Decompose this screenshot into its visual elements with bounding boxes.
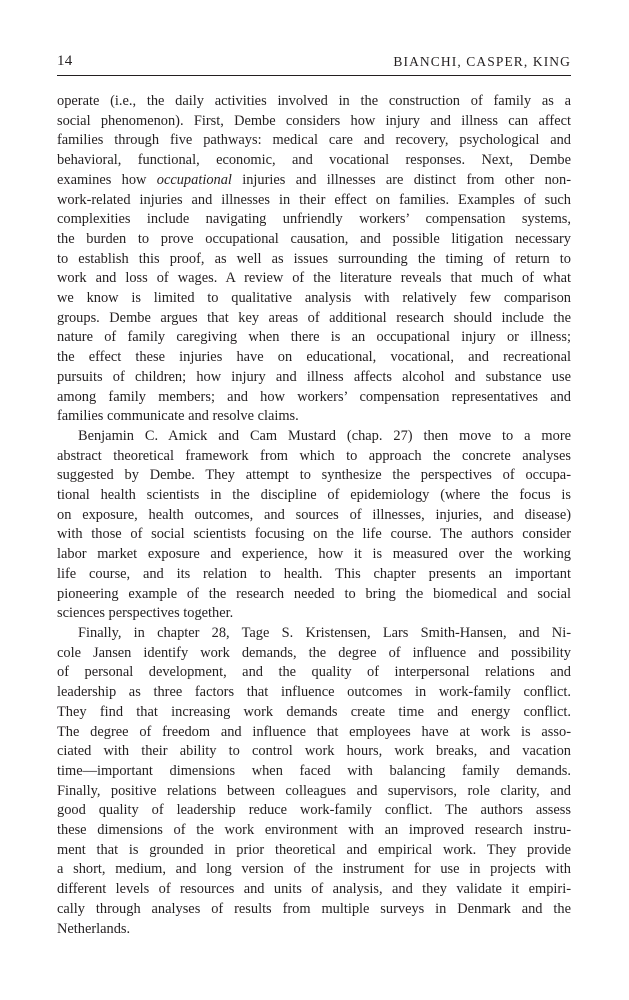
text-line: sciences perspectives together. bbox=[57, 605, 234, 622]
text-run: injuries and illnesses are distinct from other non- bbox=[231, 171, 571, 188]
emphasized-text: occupational bbox=[156, 171, 232, 188]
text-line: different levels of resources and units of analysis, and they validate it empiri- bbox=[57, 881, 571, 898]
text-line: families communicate and resolve claims. bbox=[57, 408, 299, 425]
text-line: with those of social scientists focusing on the life course. The authors consider bbox=[57, 526, 571, 543]
text-line: operate (i.e., the daily activities involved in the construction of family as a bbox=[57, 93, 571, 109]
text-line: cally through analyses of results from multiple surveys in Denmark and the bbox=[57, 900, 571, 917]
text-run: examines how bbox=[57, 171, 157, 188]
text-line: pursuits of children; how injury and illness affects alcohol and substance use bbox=[57, 368, 571, 385]
paragraph bbox=[57, 624, 571, 939]
text-line: Finally, in chapter 28, Tage S. Kristensen, Lars Smith-Hansen, and Ni- bbox=[78, 624, 571, 641]
paragraph bbox=[57, 427, 571, 624]
text-line: work-related injuries and illnesses in their effect on families. Examples of such bbox=[57, 191, 571, 208]
text-line: time—important dimensions when faced with balancing family demands. bbox=[57, 762, 571, 779]
text-line: the effect these injuries have on educational, vocational, and recreational bbox=[57, 349, 571, 366]
text-line: They find that increasing work demands create time and energy conflict. bbox=[57, 703, 571, 720]
text-line: life course, and its relation to health. This chapter presents an important bbox=[57, 565, 571, 582]
text-line: behavioral, functional, economic, and vocational responses. Next, Dembe bbox=[57, 152, 571, 169]
text-line: nature of family caregiving when there is an occupational injury or illness; bbox=[57, 329, 571, 346]
text-line: complexities include navigating unfriendly workers’ compensation systems, bbox=[57, 211, 571, 228]
text-line: The degree of freedom and influence that employees have at work is asso- bbox=[57, 723, 571, 740]
text-line: ment that is grounded in prior theoretical and empirical work. They provide bbox=[57, 841, 571, 858]
text-line: Finally, positive relations between colleagues and supervisors, role clarity, and bbox=[57, 782, 571, 799]
text-line: of personal development, and the quality of interpersonal relations and bbox=[57, 664, 571, 681]
running-head-authors: BIANCHI, CASPER, KING bbox=[393, 54, 571, 69]
text-line: tional health scientists in the discipline of epidemiology (where the focus is bbox=[57, 487, 571, 504]
text-line: Benjamin C. Amick and Cam Mustard (chap. 27) then move to a more bbox=[78, 427, 571, 444]
text-line: we know is limited to qualitative analysis with relatively few comparison bbox=[57, 290, 571, 307]
text-line: good quality of leadership reduce work-family conflict. The authors assess bbox=[57, 802, 571, 819]
text-line: these dimensions of the work environment with an improved research instru- bbox=[57, 822, 571, 839]
text-line: cole Jansen identify work demands, the degree of influence and possibility bbox=[57, 644, 571, 661]
text-line: ciated with their ability to control work hours, work breaks, and vacation bbox=[57, 743, 571, 760]
body-text bbox=[57, 92, 571, 939]
page-number: 14 bbox=[57, 53, 73, 69]
text-line: among family members; and how workers’ compensation representatives and bbox=[57, 388, 571, 405]
text-line: pioneering example of the research needed to bring the biomedical and social bbox=[57, 585, 571, 602]
paragraph bbox=[57, 92, 571, 427]
text-line: suggested by Dembe. They attempt to synthesize the perspectives of occupa- bbox=[57, 467, 571, 484]
text-line: work and loss of wages. A review of the literature reveals that much of what bbox=[57, 270, 571, 287]
text-line: a short, medium, and long version of the instrument for use in projects with bbox=[57, 861, 571, 878]
text-line: groups. Dembe argues that key areas of additional research should include the bbox=[57, 309, 571, 326]
running-header bbox=[57, 53, 571, 76]
text-line: leadership as three factors that influence outcomes in work-family conflict. bbox=[57, 684, 571, 701]
text-line: abstract theoretical framework from which to approach the concrete analyses bbox=[57, 447, 571, 464]
text-line: to establish this proof, as well as issues surrounding the timing of return to bbox=[57, 250, 571, 267]
text-line: Netherlands. bbox=[57, 920, 131, 937]
text-line: labor market exposure and experience, how it is measured over the working bbox=[57, 546, 571, 563]
text-line: social phenomenon). First, Dembe considers how injury and illness can affect bbox=[57, 112, 571, 129]
text-line: the burden to prove occupational causation, and possible litigation necessary bbox=[57, 230, 571, 247]
text-line bbox=[57, 171, 571, 191]
text-line: on exposure, health outcomes, and sources of illnesses, injuries, and disease) bbox=[57, 506, 571, 523]
text-line: families through five pathways: medical care and recovery, psychological and bbox=[57, 132, 571, 149]
